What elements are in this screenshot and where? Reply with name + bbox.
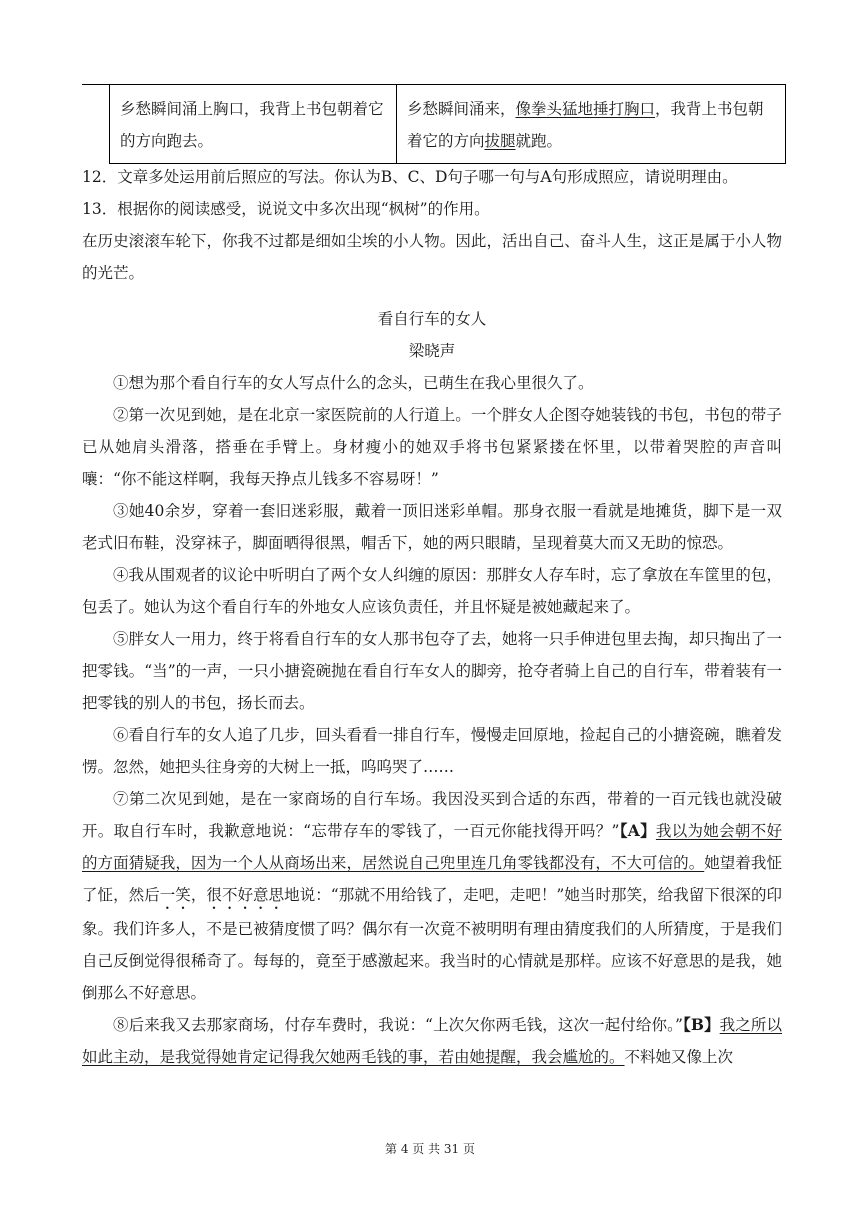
paragraph-8	[82, 1009, 782, 1073]
revised-underlined-1: 像拳头猛地捶打胸口	[515, 100, 656, 118]
paragraph-3: ③她40余岁，穿着一套旧迷彩服，戴着一顶旧迷彩单帽。那身衣服一看就是地摊货，脚下是一双老式旧布鞋，没穿袜子，脚面晒得很黑，帽舌下，她的两只眼睛，呈现着莫大而又无助的惊恐。	[82, 502, 782, 552]
paragraph-8-text-1: ⑧后来我又去那家商场，付存车费时，我说：“上次欠你两毛钱，这次一起付给你。”	[113, 1016, 683, 1034]
paragraph-7-text-2: 她望着我怔了怔，然后	[82, 854, 782, 904]
article-title: 看自行车的女人	[377, 310, 487, 328]
table-cell-revised	[397, 85, 786, 164]
table-cell-original	[110, 85, 397, 164]
emphasis-dotted-text: 一笑，很不好意思	[159, 886, 285, 904]
paragraph-6: ⑥看自行车的女人追了几步，回头看看一排自行车，慢慢走回原地，捡起自己的小搪瓷碗，瞧着发愣。忽然，她把头往身旁的大树上一抵，呜呜哭了……	[82, 726, 782, 776]
paragraph-1: ①想为那个看自行车的女人写点什么的念头，已萌生在我心里很久了。	[113, 374, 594, 392]
paragraph-7	[82, 783, 782, 1009]
table-row	[110, 85, 786, 164]
revised-underlined-2: 拔腿	[484, 132, 516, 150]
paragraph-4: ④我从围观者的议论中听明白了两个女人纠缠的原因：那胖女人存车时，忘了拿放在车筐里的包，包丢了。她认为这个看自行车的外地女人应该负责任，并且怀疑是被她藏起来了。	[82, 566, 782, 616]
page-number-footer: 第 4 页 共 31 页	[385, 1142, 475, 1156]
paragraph-7-text-3: 地说：“那就不用给钱了，走吧，走吧！”她当时那笑，给我留下很深的印象。我们许多人，不是已被猜度惯了吗？偶尔有一次竟不被明明有理由猜度我们的人所猜度，于是我们自己反倒觉得很稀奇了。每每的，竟至于感激起来。我当时的心情就是那样。应该不好意思的是我，她倒那么不好意思。	[82, 886, 782, 1002]
revised-text-3: 就跑。	[515, 132, 563, 150]
sentence-marker-a: 【A】	[619, 821, 656, 840]
article-author: 梁晓声	[408, 342, 456, 360]
question-13: 13．根据你的阅读感受，说说文中多次出现“枫树”的作用。	[82, 200, 490, 218]
intro-paragraph: 在历史滚滚车轮下，你我不过都是细如尘埃的小人物。因此，活出自己、奋斗人生，这正是属于小人物的光芒。	[82, 232, 782, 282]
comparison-table	[109, 84, 786, 164]
revised-text-2: ，我背上书包朝着它的方向	[407, 100, 764, 150]
table-top-rule	[82, 84, 112, 85]
paragraph-2: ②第一次见到她，是在北京一家医院前的人行道上。一个胖女人企图夺她装钱的书包，书包的带子已从她肩头滑落，搭垂在手臂上。身材瘦小的她双手将书包紧紧搂在怀里，以带着哭腔的声音叫嚷：“你不能这样啊，我每天挣点儿钱多不容易呀！”	[82, 406, 782, 488]
original-sentence: 乡愁瞬间涌上胸口，我背上书包朝着它的方向跑去。	[120, 100, 384, 150]
revised-text-1: 乡愁瞬间涌来，	[407, 100, 516, 118]
article-heading	[82, 303, 782, 367]
paragraph-8-text-2: 不料她又像上次	[624, 1048, 734, 1066]
underlined-sentence-a: 我以为她会朝不好的方面猜疑我，因为一个人从商场出来，居然说自己兜里连几角零钱都没有，不大可信的。	[82, 822, 782, 872]
sentence-marker-b: 【B】	[682, 1015, 720, 1034]
paragraph-5: ⑤胖女人一用力，终于将看自行车的女人那书包夺了去，她将一只手伸进包里去掏，却只掏出了一把零钱。“当”的一声，一只小搪瓷碗抛在看自行车女人的脚旁，抢夺者骑上自己的自行车，带着装有一把零钱的别人的书包，扬长而去。	[82, 630, 782, 712]
underlined-sentence-b: 我之所以如此主动，是我觉得她肯定记得我欠她两毛钱的事，若由她提醒，我会尴尬的。	[82, 1016, 782, 1066]
paragraph-7-text-1: ⑦第二次见到她，是在一家商场的自行车场。我因没买到合适的东西，带着的一百元钱也就没破开。取自行车时，我歉意地说：“忘带存车的零钱了，一百元你能找得开吗？”	[82, 790, 782, 840]
question-12: 12．文章多处运用前后照应的写法。你认为B、C、D句子哪一句与A句形成照应，请说明理由。	[82, 168, 738, 186]
document-body	[82, 161, 782, 1073]
